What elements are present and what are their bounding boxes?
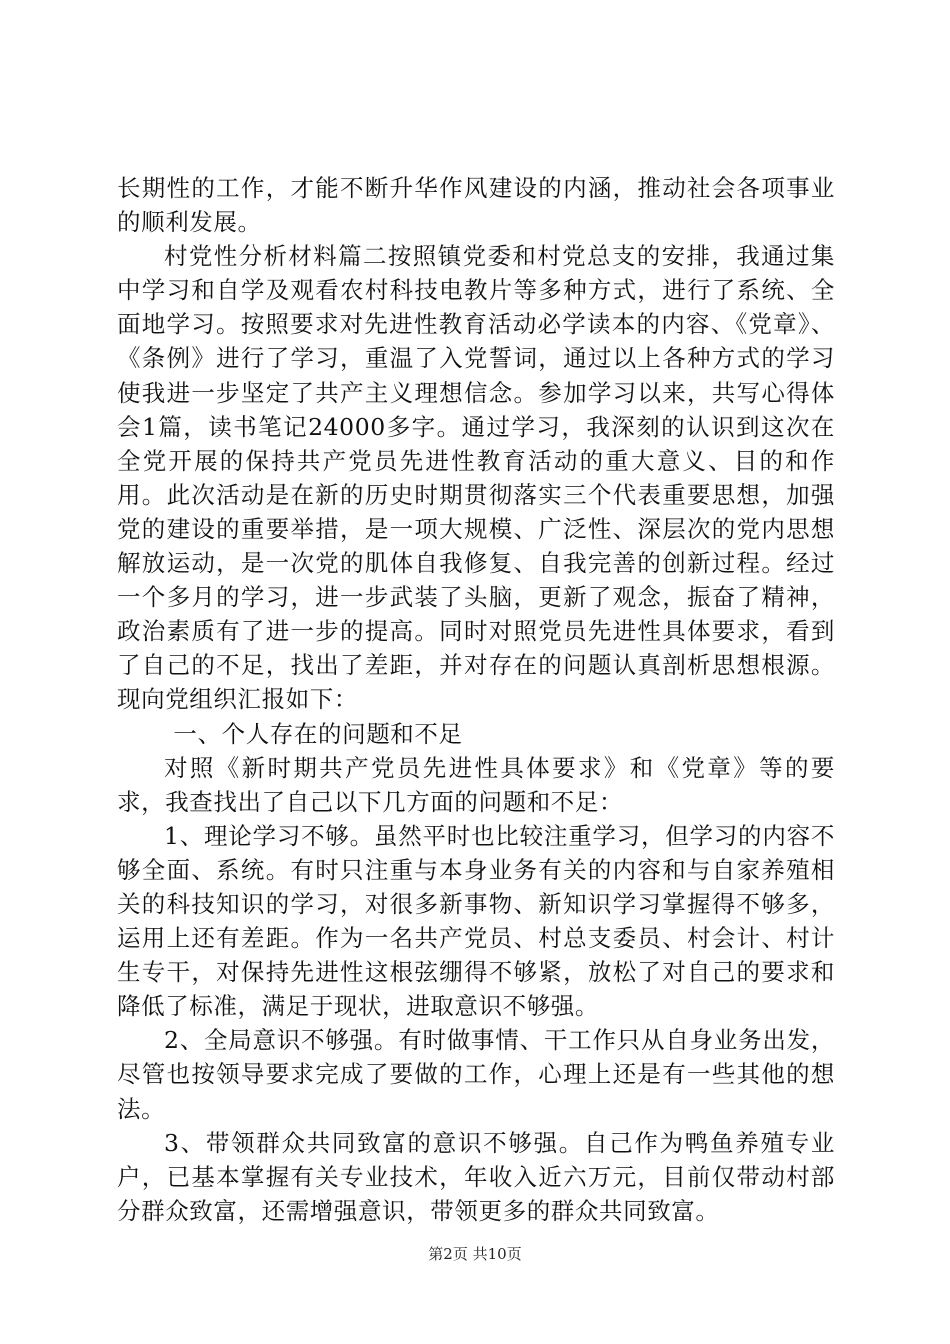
paragraph-continuation: 长期性的工作，才能不断升华作风建设的内涵，推动社会各项事业的顺利发展。 bbox=[117, 174, 835, 237]
document-body bbox=[117, 171, 835, 1228]
page-number-footer: 第2页 共10页 bbox=[428, 1245, 522, 1263]
section-heading: 一、个人存在的问题和不足 bbox=[173, 719, 463, 748]
paragraph-item-2: 2、全局意识不够强。有时做事情、干工作只从自身业务出发，尽管也按领导要求完成了要做的工作，心理上还是有一些其他的想法。 bbox=[117, 1026, 835, 1123]
paragraph-item-1: 1、理论学习不够。虽然平时也比较注重学习，但学习的内容不够全面、系统。有时只注重与本身业务有关的内容和与自家养殖相关的科技知识的学习，对很多新事物、新知识学习掌握得不够多，运用上还有差距。作为一名共产党员、村总支委员、村会计、村计生专干，对保持先进性这根弦绷得不够紧，放松了对自己的要求和降低了标准，满足于现状，进取意识不够强。 bbox=[117, 821, 835, 1021]
paragraph-requirements: 对照《新时期共产党员先进性具体要求》和《党章》等的要求，我查找出了自己以下几方面的问题和不足： bbox=[117, 753, 835, 816]
paragraph-item-3: 3、带领群众共同致富的意识不够强。自己作为鸭鱼养殖专业户，已基本掌握有关专业技术，年收入近六万元，目前仅带动村部分群众致富，还需增强意识，带领更多的群众共同致富。 bbox=[117, 1128, 835, 1225]
paragraph-intro: 村党性分析材料篇二按照镇党委和村党总支的安排，我通过集中学习和自学及观看农村科技电教片等多种方式，进行了系统、全面地学习。按照要求对先进性教育活动必学读本的内容、《党章》、《条例》进行了学习，重温了入党誓词，通过以上各种方式的学习使我进一步坚定了共产主义理想信念。参加学习以来，共写心得体会1篇，读书笔记24000多字。通过学习，我深刻的认识到这次在全党开展的保持共产党员先进性教育活动的重大意义、目的和作用。此次活动是在新的历史时期贯彻落实三个代表重要思想，加强党的建设的重要举措，是一项大规模、广泛性、深层次的党内思想解放运动，是一次党的肌体自我修复、自我完善的创新过程。经过一个多月的学习，进一步武装了头脑，更新了观念，振奋了精神，政治素质有了进一步的提高。同时对照党员先进性具体要求，看到了自己的不足，找出了差距，并对存在的问题认真剖析思想根源。现向党组织汇报如下： bbox=[117, 242, 835, 714]
